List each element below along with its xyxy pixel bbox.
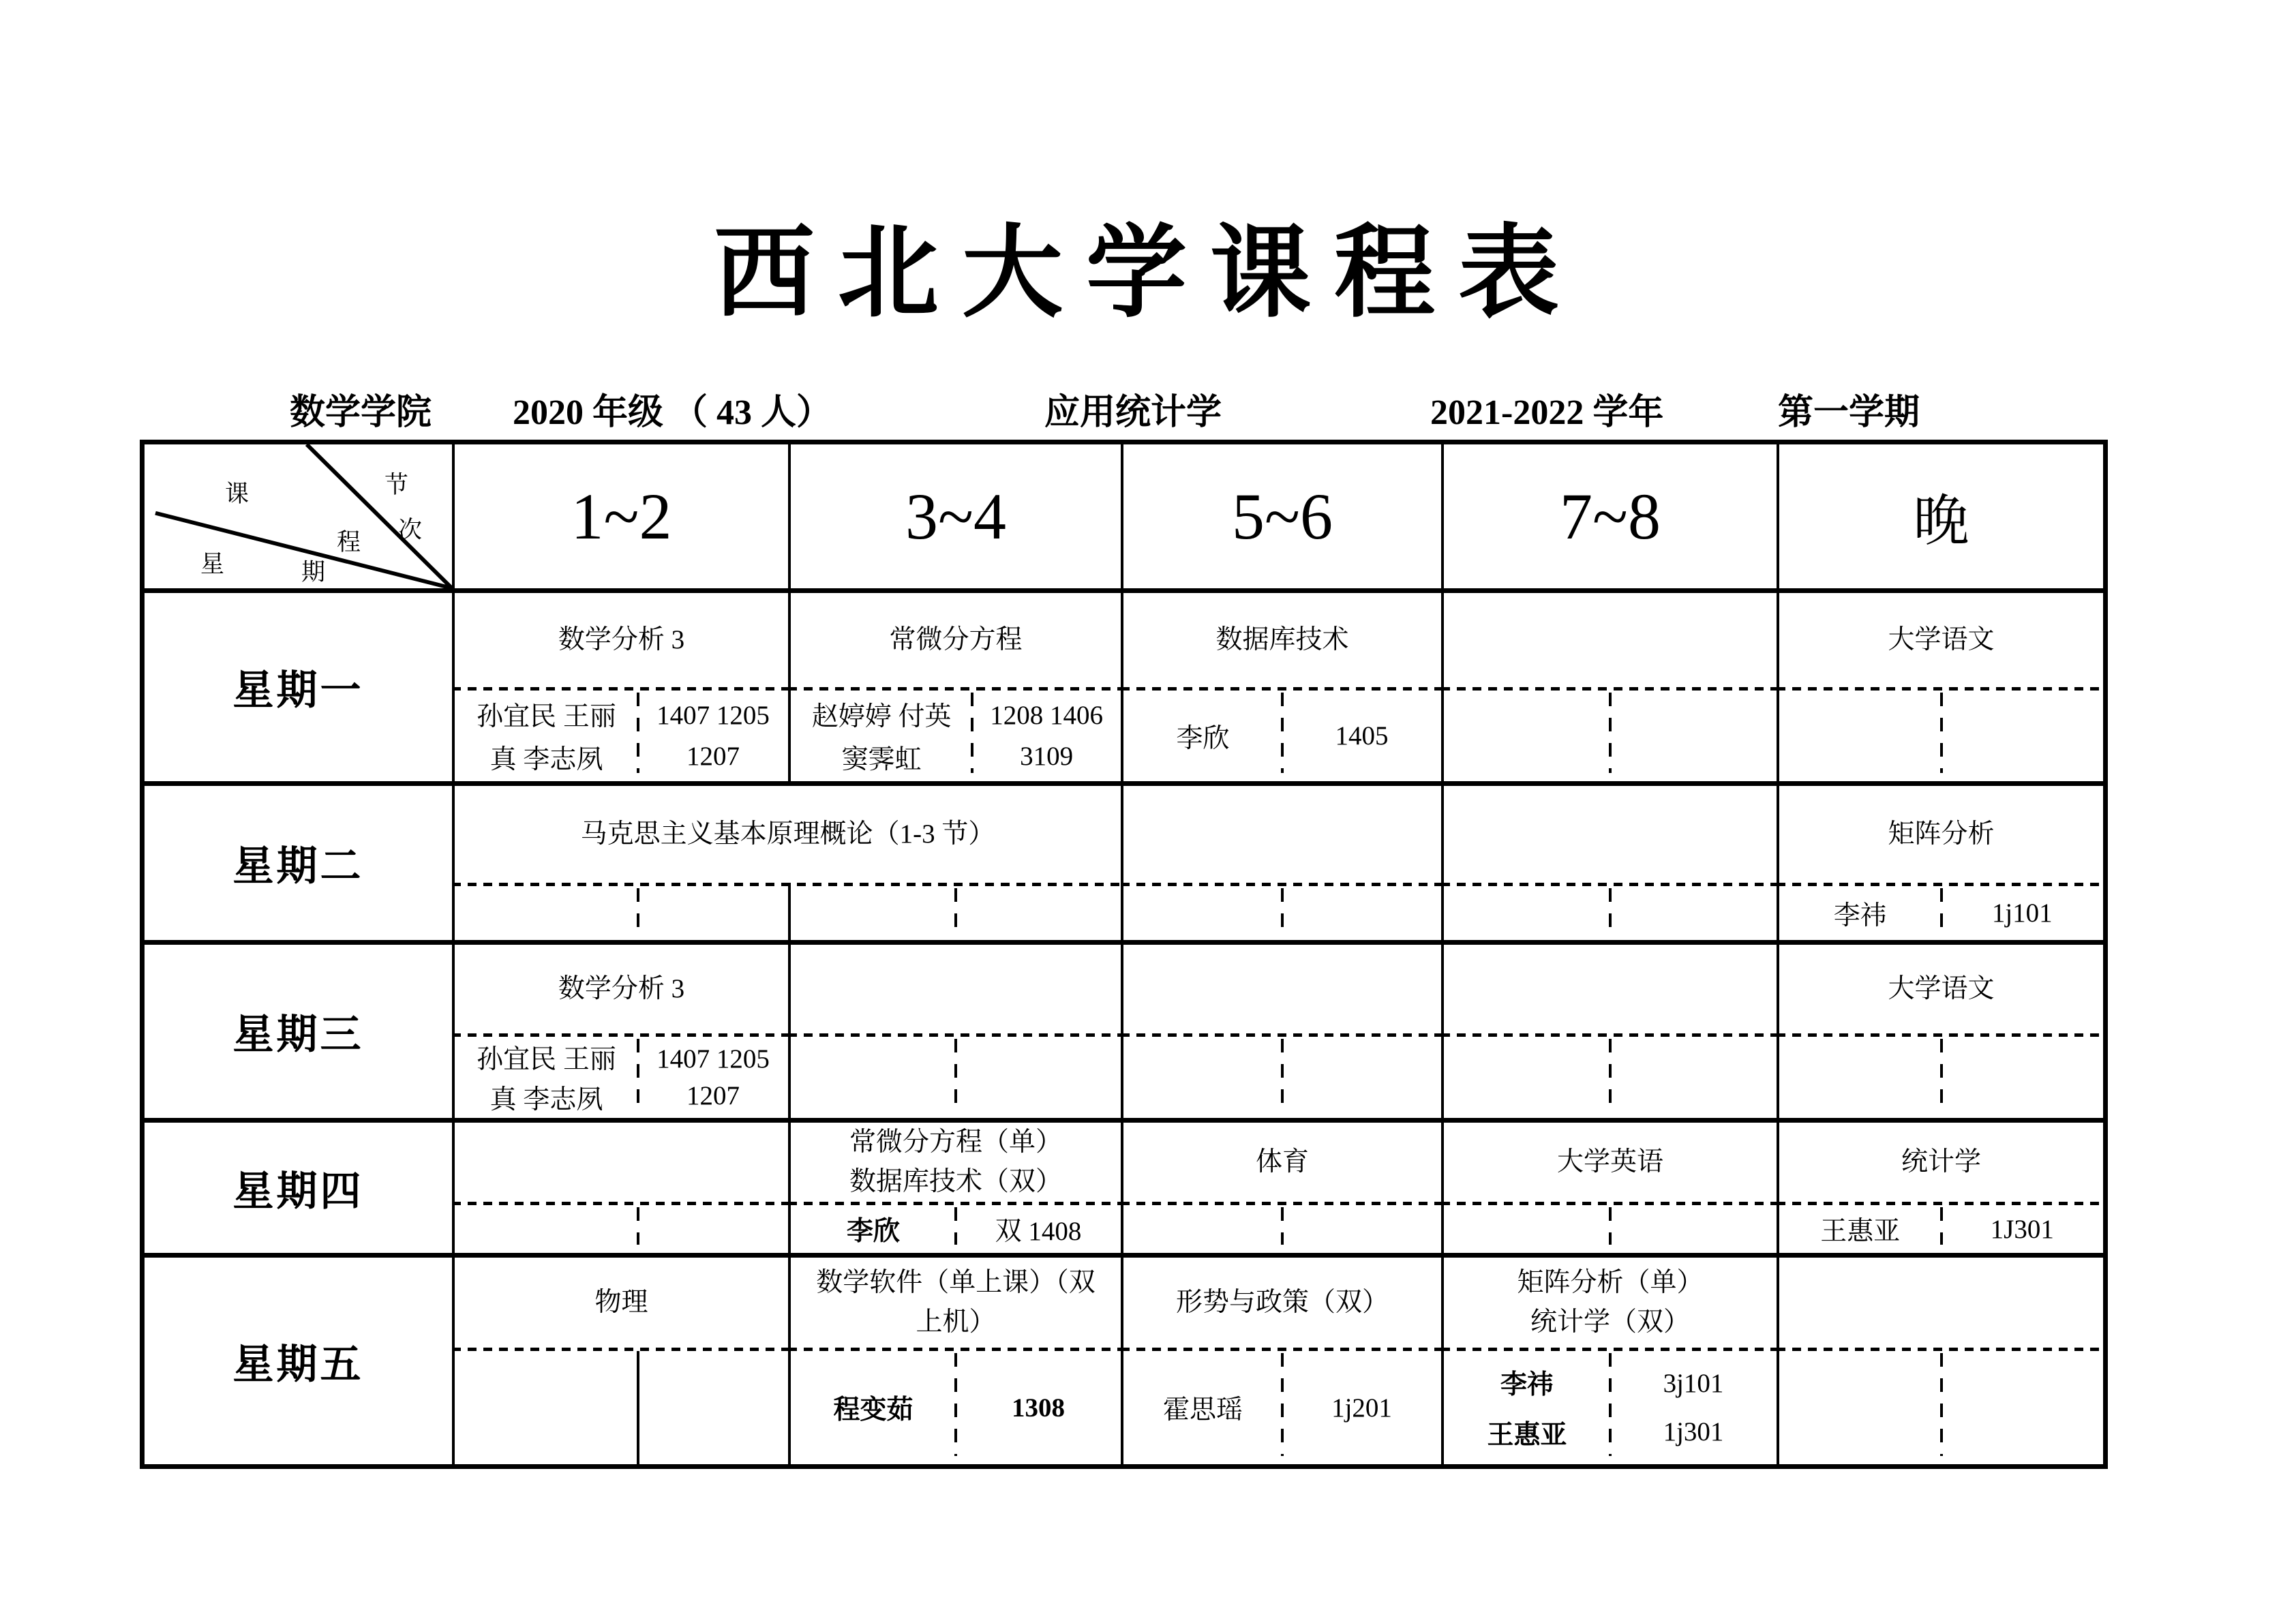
room-number: 1J301 [1990, 1214, 2054, 1244]
cell-detail [1123, 1348, 1441, 1464]
teacher-name: 李祎 [1500, 1370, 1554, 1399]
dashed-divider [1281, 1039, 1284, 1110]
teacher-names [1123, 691, 1282, 781]
dashed-divider [1940, 1039, 1943, 1110]
teacher-names [1779, 886, 1942, 940]
course-name: 大学语文 [1888, 973, 1995, 1003]
cell-detail [1779, 883, 2103, 940]
day-label-friday: 星期五 [145, 1258, 455, 1464]
semester-label: 第一学期 [1778, 393, 1920, 432]
course-name-line: 常微分方程（单） [849, 1127, 1062, 1157]
cell-detail [1123, 1202, 1441, 1253]
teacher-name: 程变茹 [833, 1395, 913, 1425]
cell-detail [1779, 1033, 2103, 1118]
teacher-name: 孙宜民 王丽 [477, 702, 616, 731]
cell-tuesday-p1-4-merged [455, 786, 1123, 945]
day-label-tuesday: 星期二 [145, 786, 455, 945]
school-year-label: 2021-2022 学年 [1430, 393, 1664, 432]
room-numbers [956, 1351, 1121, 1464]
room-numbers [1942, 1205, 2104, 1253]
cell-monday-p56 [1123, 593, 1444, 786]
cell-detail [1444, 687, 1777, 781]
course-name-line: 矩阵分析（单） [1517, 1267, 1704, 1297]
dashed-divider [1609, 1039, 1612, 1110]
period-header-1-2: 1~2 [455, 444, 791, 593]
room-number: 3109 [1020, 741, 1074, 771]
teacher-names [791, 1205, 956, 1253]
cell-wednesday-p12 [455, 945, 791, 1123]
course-name: 常微分方程 [889, 624, 1023, 654]
teacher-name: 真 李志夙 [489, 745, 603, 774]
room-numbers [956, 1205, 1121, 1253]
major-label: 应用统计学 [1044, 393, 1222, 432]
cell-detail [455, 883, 1121, 940]
cell-detail [791, 1033, 1121, 1118]
dashed-divider [1940, 1353, 1943, 1456]
course-name [1779, 1258, 2103, 1348]
cell-detail [1123, 883, 1441, 940]
corner-label-course-2: 程 [337, 529, 361, 556]
teacher-names [1123, 1351, 1282, 1464]
course-name-line: 上机） [916, 1307, 996, 1337]
course-name: 数学分析 3 [558, 624, 685, 654]
dashed-divider [1281, 888, 1284, 932]
sub-cell [788, 883, 1121, 940]
cell-detail [1779, 687, 2103, 781]
room-number: 1j201 [1331, 1393, 1392, 1423]
cell-detail [455, 687, 788, 781]
teacher-names [1444, 1351, 1610, 1464]
room-number: 3j101 [1663, 1369, 1724, 1399]
dashed-divider [954, 888, 957, 932]
cell-detail [791, 1348, 1121, 1464]
dashed-divider [1940, 693, 1943, 773]
course-name: 数据库技术 [1215, 624, 1349, 654]
teacher-names [791, 691, 972, 781]
course-name: 大学英语 [1556, 1147, 1663, 1177]
cell-detail [1779, 1202, 2103, 1253]
cell-tuesday-p78 [1444, 786, 1779, 945]
period-header-evening: 晚 [1779, 444, 2103, 593]
cell-friday-evening [1779, 1258, 2103, 1464]
corner-label-week-2: 期 [301, 559, 326, 586]
sub-cell [455, 883, 788, 940]
cell-tuesday-evening [1779, 786, 2103, 945]
cell-thursday-p34 [791, 1123, 1123, 1258]
cell-detail [1123, 1033, 1441, 1118]
teacher-names [455, 1037, 638, 1118]
room-number: 1207 [686, 1081, 740, 1111]
teacher-name: 王惠亚 [1820, 1217, 1901, 1246]
dashed-divider [1609, 1207, 1612, 1245]
room-number: 1308 [1012, 1393, 1065, 1423]
teacher-name: 王惠亚 [1487, 1421, 1567, 1450]
room-number: 1405 [1335, 721, 1389, 750]
course-name [791, 1123, 1121, 1202]
cell-detail [1444, 1033, 1777, 1118]
room-numbers [638, 1037, 788, 1118]
dashed-divider [1609, 693, 1612, 773]
course-name [791, 1258, 1121, 1348]
corner-cell [145, 444, 455, 593]
corner-label-week-1: 星 [200, 551, 225, 577]
corner-label-course-1: 课 [225, 481, 250, 507]
course-name [1444, 786, 1777, 883]
room-number: 1j301 [1663, 1416, 1724, 1446]
period-header-7-8: 7~8 [1444, 444, 1779, 593]
teacher-names [455, 691, 638, 781]
cell-monday-p34 [791, 593, 1123, 786]
cell-friday-p34 [791, 1258, 1123, 1464]
course-name-line: 数学软件（单上课）（双 [816, 1267, 1096, 1297]
room-number: 1j101 [1991, 898, 2053, 928]
room-number: 1407 1205 [656, 701, 770, 731]
room-numbers [1282, 1351, 1441, 1464]
teacher-name: 李欣 [846, 1217, 900, 1246]
dashed-divider [1609, 888, 1612, 932]
cell-detail [1444, 1348, 1777, 1464]
course-name: 矩阵分析 [1888, 819, 1995, 849]
course-name [1444, 593, 1777, 687]
grade-label: 2020 年级 （ 43 人） [513, 393, 832, 432]
course-name [791, 945, 1121, 1033]
room-numbers [972, 691, 1121, 781]
cell-wednesday-p78 [1444, 945, 1779, 1123]
period-header-5-6: 5~6 [1123, 444, 1444, 593]
room-number: 双 1408 [995, 1217, 1082, 1246]
course-name: 物理 [594, 1287, 648, 1317]
corner-label-period-1: 节 [384, 472, 409, 498]
teacher-name: 李欣 [1176, 723, 1230, 753]
cell-detail [791, 1202, 1121, 1253]
day-label-thursday: 星期四 [145, 1123, 455, 1258]
course-name [1444, 945, 1777, 1033]
room-number: 1207 [686, 741, 740, 771]
course-name: 体育 [1255, 1147, 1309, 1177]
teacher-name: 真 李志夙 [489, 1084, 603, 1114]
cell-detail [791, 687, 1121, 781]
cell-thursday-p12 [455, 1123, 791, 1258]
page-title: 西北大学课程表 [714, 218, 1582, 330]
room-number: 1407 1205 [656, 1044, 770, 1074]
cell-detail [1123, 687, 1441, 781]
solid-divider [637, 1351, 639, 1464]
course-name-line: 统计学（双） [1530, 1307, 1690, 1337]
cell-monday-p78 [1444, 593, 1779, 786]
dashed-divider [637, 888, 639, 932]
cell-detail [1779, 1348, 2103, 1464]
dashed-divider [954, 1039, 957, 1110]
cell-thursday-p78 [1444, 1123, 1779, 1258]
cell-wednesday-p56 [1123, 945, 1444, 1123]
cell-wednesday-p34 [791, 945, 1123, 1123]
cell-monday-p12 [455, 593, 791, 786]
period-header-3-4: 3~4 [791, 444, 1123, 593]
teacher-name: 孙宜民 王丽 [477, 1045, 616, 1075]
course-table [140, 440, 2108, 1469]
cell-detail [455, 1348, 788, 1464]
cell-friday-p78 [1444, 1258, 1779, 1464]
course-name [1123, 945, 1441, 1033]
teacher-name: 赵婷婷 付英 [811, 702, 952, 731]
course-name-line: 数据库技术（双） [849, 1167, 1062, 1196]
room-numbers [1610, 1351, 1777, 1464]
corner-label-period-2: 次 [398, 517, 423, 543]
day-label-monday: 星期一 [145, 593, 455, 786]
cell-thursday-evening [1779, 1123, 2103, 1258]
cell-detail [1444, 1202, 1777, 1253]
cell-wednesday-evening [1779, 945, 2103, 1123]
course-name: 马克思主义基本原理概论（1-3 节） [580, 819, 995, 849]
course-name: 形势与政策（双） [1175, 1287, 1389, 1317]
course-name [455, 1123, 788, 1202]
course-name: 大学语文 [1888, 624, 1995, 654]
course-name: 数学分析 3 [558, 973, 685, 1003]
dashed-divider [637, 1207, 639, 1245]
room-numbers [1282, 691, 1441, 781]
course-name [1123, 786, 1441, 883]
teacher-name: 李祎 [1833, 900, 1887, 930]
college-label: 数学学院 [290, 393, 432, 432]
teacher-name: 霍思瑶 [1162, 1395, 1243, 1425]
cell-thursday-p56 [1123, 1123, 1444, 1258]
room-number: 1208 1406 [990, 701, 1103, 731]
dashed-divider [1281, 1207, 1284, 1245]
course-name: 统计学 [1901, 1147, 1981, 1177]
cell-monday-evening [1779, 593, 2103, 786]
cell-detail [455, 1202, 788, 1253]
cell-detail [455, 1033, 788, 1118]
cell-friday-p56 [1123, 1258, 1444, 1464]
teacher-name: 窦霁虹 [841, 745, 922, 774]
course-name [1444, 1258, 1777, 1348]
day-label-wednesday: 星期三 [145, 945, 455, 1123]
cell-detail [1444, 883, 1777, 940]
room-numbers [638, 691, 788, 781]
room-numbers [1942, 886, 2104, 940]
teacher-names [791, 1351, 956, 1464]
cell-friday-p12 [455, 1258, 791, 1464]
cell-tuesday-p56 [1123, 786, 1444, 945]
teacher-names [1779, 1205, 1942, 1253]
